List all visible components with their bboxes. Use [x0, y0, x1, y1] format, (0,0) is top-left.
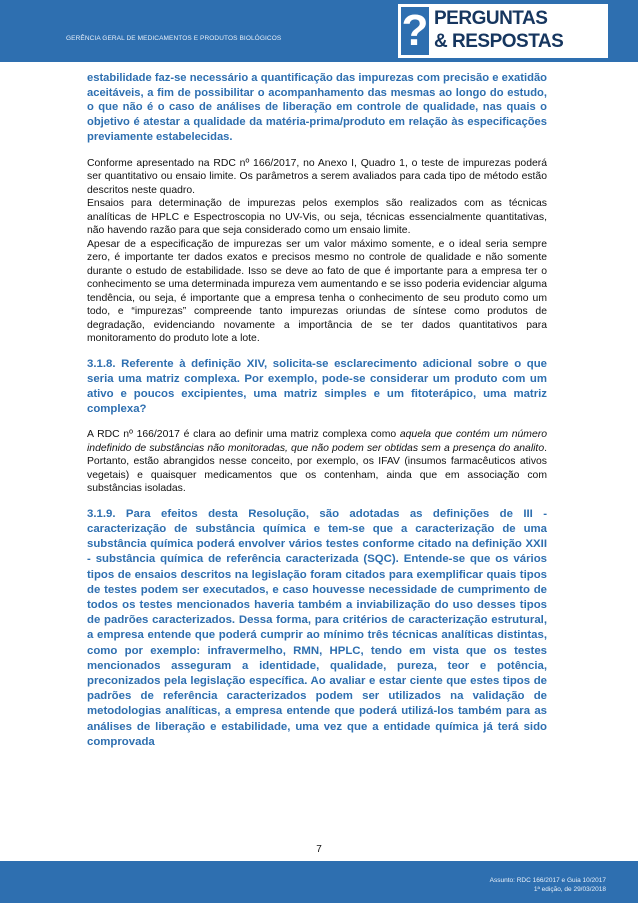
paragraph-1: Conforme apresentado na RDC nº 166/2017, no Anexo I, Quadro 1, o teste de impurezas poderá ser quantitativo ou ensaio limite. Os parâmetros a serem avaliados para cada tipo de método estão descritos neste quadro. [87, 157, 547, 196]
paragraph-2: Ensaios para determinação de impurezas pelos exemplos são realizados com as técnicas analíticas de HPLC e Espectroscopia no UV-Vis, ou seja, técnicas essencialmente quantitativas, não havendo razão para que seja considerado como um ensaio limite. [87, 198, 547, 237]
logo-title-line1: PERGUNTAS [434, 8, 548, 29]
perguntas-respostas-logo [398, 4, 608, 58]
question-3-1-9: 3.1.9. Para efeitos desta Resolução, são adotadas as definições de III - caracterização de substância química e tem-se que a caracterização de uma substância química poderá envolver vários testes conforme citado na definição XXII - substância química de referência caracterizada (SQC). Entende-se que os vários tipos de ensaios descritos na legislação foram citados para exemplificar quais tipos de testes podem ser executados, e caso houvesse necessidade de cumprimento de todos os testes mencionados haveria também a inviabilização do uso desses tipos de padrões caracterizados. Dessa forma, para critérios de caracterização estrutural, a empresa entende que poderá cumprir ao mínimo três técnicas analíticas distintas, como por exemplo: infravermelho, RMN, HPLC, tendo em vista que os testes mencionados asseguram a identidade, qualidade, pureza, teor e potência, preconizados pela legislação específica. Ao avaliar e estar ciente que estes tipos de padrões de referência caracterizados podem ser utilizados na validação de metodologias analíticas, a empresa entende que poderá utilizá-los também para as análises de liberação e estabilidade, uma vez que a entidade química já terá sido comprovada [87, 507, 547, 748]
logo-title-line2: & RESPOSTAS [434, 31, 564, 52]
question-mark-icon: ? [401, 6, 429, 55]
question-3-1-8: 3.1.8. Referente à definição XIV, solicita-se esclarecimento adicional sobre o que seria uma matriz complexa. Por exemplo, pode-se considerar um produto com um ativo e poucos excipientes, uma matriz simples e um fitoterápico, uma matriz complexa? [87, 357, 547, 416]
footer-subject: Assunto: RDC 166/2017 e Guia 10/2017 [489, 877, 606, 884]
page-header [0, 0, 638, 62]
answer-3-1-8-start: A RDC nº 166/2017 é clara ao definir uma matriz complexa como [87, 429, 400, 441]
page-number: 7 [316, 844, 322, 855]
footer-edition: 1ª edição, de 29/03/2018 [533, 886, 606, 893]
agency-name: GERÊNCIA GERAL DE MEDICAMENTOS E PRODUTOS BIOLÓGICOS [66, 35, 282, 42]
answer-3-1-8-quote: aquela que contém um número indefinido de substâncias não monitoradas, que não podem ser obtidas sem a presença do analito [87, 429, 547, 454]
answer-3-1-8 [87, 428, 547, 496]
document-body [87, 71, 547, 750]
answer-highlight: estabilidade faz-se necessário a quantificação das impurezas com precisão e exatidão aceitáveis, a fim de possibilitar o acompanhamento das mesmas ao longo do estudo, o que não é o caso de análises de liberação em controle de qualidade, nas quais o objetivo é atestar a qualidade da matéria-prima/produto em relação às especificações previamente estabelecidas. [87, 72, 547, 143]
page-footer [0, 861, 638, 903]
answer-3-1-8-end: . Portanto, estão abrangidos nesse conceito, por exemplo, os IFAV (insumos farmacêuticos ativos vegetais) e quaisquer medicamentos que os contenham, ainda que em associação com substâncias isoladas. [87, 442, 547, 495]
paragraph-3: Apesar de a especificação de impurezas ser um valor máximo somente, e o ideal seria sempre zero, é importante ter dados exatos e precisos mesmo no controle de qualidade e não somente durante o estudo de estabilidade. Isso se deve ao fato de que é importante para a empresa ter o conhecimento se uma determinada impureza vem aumentando e se isso poderia evidenciar alguma tendência, ou seja, é importante que a empresa tenha o conhecimento de seu produto como um todo, e “impurezas” compreende tanto impurezas oriundas de síntese como produtos de degradação, evidenciando novamente a importância de se ter dados quantitativos para monitoramento do produto lote a lote. [87, 238, 547, 345]
